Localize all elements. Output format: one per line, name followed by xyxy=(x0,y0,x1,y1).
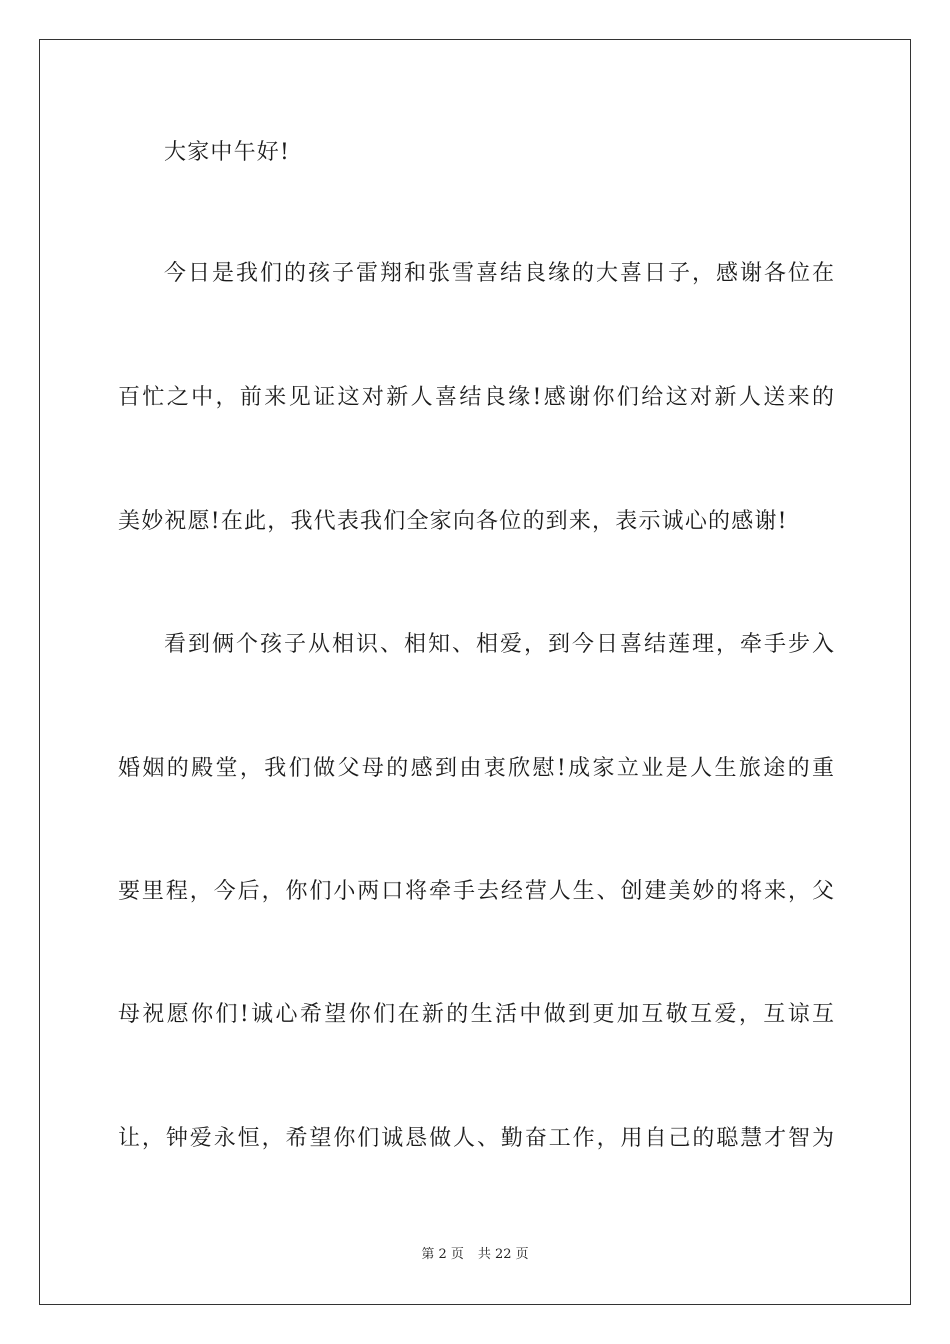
paragraph-1-line-1: 今日是我们的孩子雷翔和张雪喜结良缘的大喜日子，感谢各位在 xyxy=(164,261,834,286)
paragraph-1-line-3: 美妙祝愿!在此，我代表我们全家向各位的到来，表示诚心的感谢! xyxy=(118,509,788,534)
paragraph-2-line-4: 母祝愿你们!诚心希望你们在新的生活中做到更加互敬互爱，互谅互 xyxy=(118,1002,834,1027)
paragraph-1-line-2: 百忙之中，前来见证这对新人喜结良缘!感谢你们给这对新人送来的 xyxy=(118,385,834,410)
paragraph-2-line-5: 让，钟爱永恒，希望你们诚恳做人、勤奋工作，用自己的聪慧才智为 xyxy=(118,1126,834,1151)
page-total: 共 22 页 xyxy=(477,1247,529,1262)
greeting-line: 大家中午好! xyxy=(164,140,291,165)
page-footer xyxy=(0,1246,950,1264)
page-number: 第 2 页 xyxy=(421,1247,464,1262)
paragraph-2-line-1: 看到俩个孩子从相识、相知、相爱，到今日喜结莲理，牵手步入 xyxy=(164,632,834,657)
paragraph-2-line-3: 要里程，今后，你们小两口将牵手去经营人生、创建美妙的将来，父 xyxy=(118,879,834,904)
paragraph-2-line-2: 婚姻的殿堂，我们做父母的感到由衷欣慰!成家立业是人生旅途的重 xyxy=(118,756,834,781)
page-border xyxy=(39,39,911,1305)
